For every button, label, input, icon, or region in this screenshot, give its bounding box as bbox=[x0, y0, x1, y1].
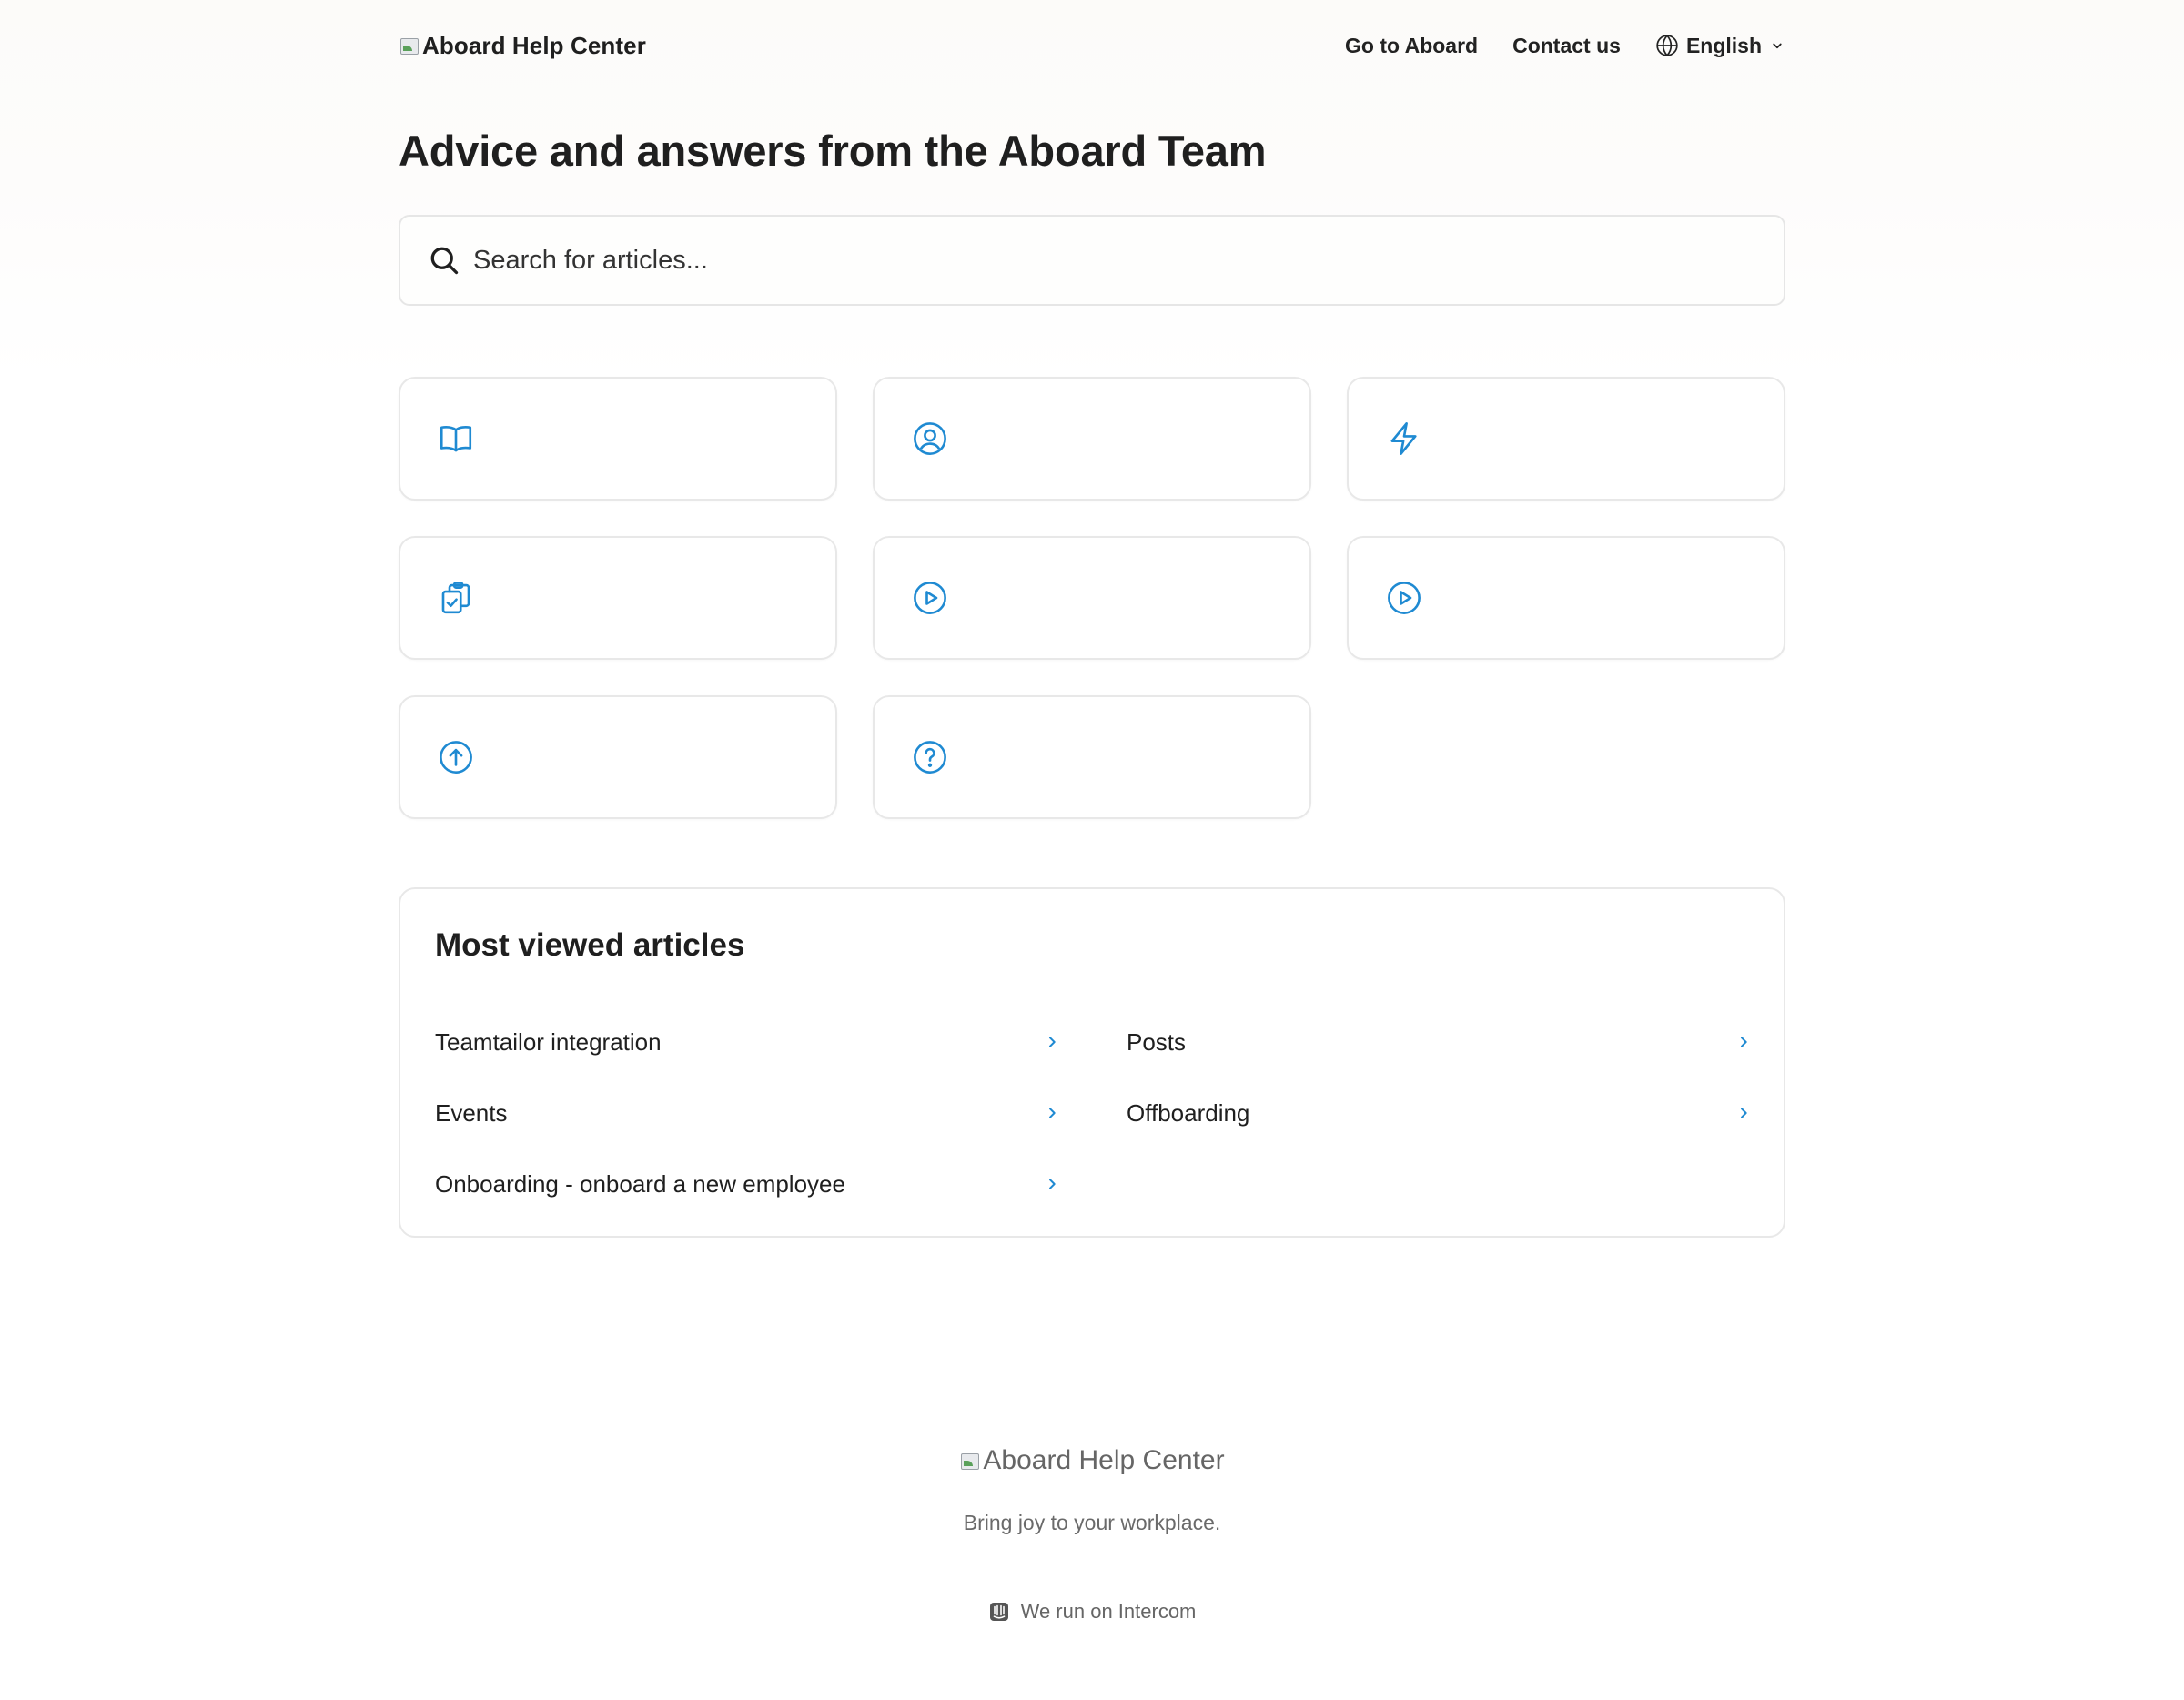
footer-tagline: Bring joy to your workplace. bbox=[963, 1511, 1221, 1534]
collection-card-2[interactable] bbox=[873, 377, 1311, 501]
question-circle-icon bbox=[911, 738, 949, 776]
article-link[interactable] bbox=[435, 1015, 1065, 1069]
user-circle-icon bbox=[911, 420, 949, 458]
article-title: Offboarding bbox=[1127, 1098, 1250, 1127]
chevron-down-icon bbox=[1769, 37, 1785, 54]
search-icon bbox=[428, 244, 460, 277]
lightning-icon bbox=[1385, 420, 1423, 458]
arrow-up-circle-icon bbox=[437, 738, 475, 776]
globe-icon bbox=[1655, 34, 1679, 57]
play-circle-icon bbox=[911, 579, 949, 617]
logo-link[interactable] bbox=[399, 32, 646, 60]
most-viewed-title: Most viewed articles bbox=[435, 927, 745, 963]
logo-alt-text: Aboard Help Center bbox=[422, 31, 646, 59]
article-link[interactable] bbox=[435, 1157, 1065, 1211]
broken-image-icon bbox=[399, 35, 420, 56]
collection-card-4[interactable] bbox=[399, 536, 837, 660]
clipboard-check-icon bbox=[437, 579, 475, 617]
page-title: Advice and answers from the Aboard Team bbox=[399, 126, 1267, 175]
go-to-aboard-link[interactable]: Go to Aboard bbox=[1345, 33, 1479, 57]
chevron-right-icon bbox=[1736, 1035, 1751, 1049]
language-selector[interactable] bbox=[1655, 34, 1785, 58]
chevron-right-icon bbox=[1045, 1106, 1059, 1120]
broken-image-icon bbox=[959, 1450, 981, 1472]
article-title: Posts bbox=[1127, 1027, 1187, 1056]
article-title: Onboarding - onboard a new employee bbox=[435, 1169, 845, 1198]
most-viewed-section bbox=[399, 887, 1785, 1238]
chevron-right-icon bbox=[1736, 1106, 1751, 1120]
search-input[interactable] bbox=[473, 246, 1656, 276]
intercom-link[interactable] bbox=[0, 1600, 2184, 1624]
book-icon bbox=[437, 420, 475, 458]
intercom-label: We run on Intercom bbox=[1020, 1600, 1197, 1623]
collection-card-8[interactable] bbox=[873, 695, 1311, 819]
header bbox=[399, 0, 1785, 91]
search-box[interactable] bbox=[399, 215, 1785, 306]
collection-card-1[interactable] bbox=[399, 377, 837, 501]
chevron-right-icon bbox=[1045, 1035, 1059, 1049]
article-title: Events bbox=[435, 1098, 508, 1127]
top-nav bbox=[1345, 34, 1785, 58]
collection-card-6[interactable] bbox=[1347, 536, 1785, 660]
contact-us-link[interactable]: Contact us bbox=[1512, 33, 1621, 57]
footer-logo-link[interactable] bbox=[0, 1445, 2184, 1476]
language-label: English bbox=[1685, 33, 1762, 57]
article-link[interactable] bbox=[1127, 1086, 1756, 1140]
article-title: Teamtailor integration bbox=[435, 1027, 662, 1056]
chevron-right-icon bbox=[1045, 1177, 1059, 1191]
article-link[interactable] bbox=[435, 1086, 1065, 1140]
collection-card-7[interactable] bbox=[399, 695, 837, 819]
play-circle-icon bbox=[1385, 579, 1423, 617]
article-link[interactable] bbox=[1127, 1015, 1756, 1069]
footer-logo-alt-text: Aboard Help Center bbox=[983, 1445, 1225, 1475]
intercom-icon bbox=[988, 1601, 1010, 1623]
collection-card-3[interactable] bbox=[1347, 377, 1785, 501]
collection-card-5[interactable] bbox=[873, 536, 1311, 660]
